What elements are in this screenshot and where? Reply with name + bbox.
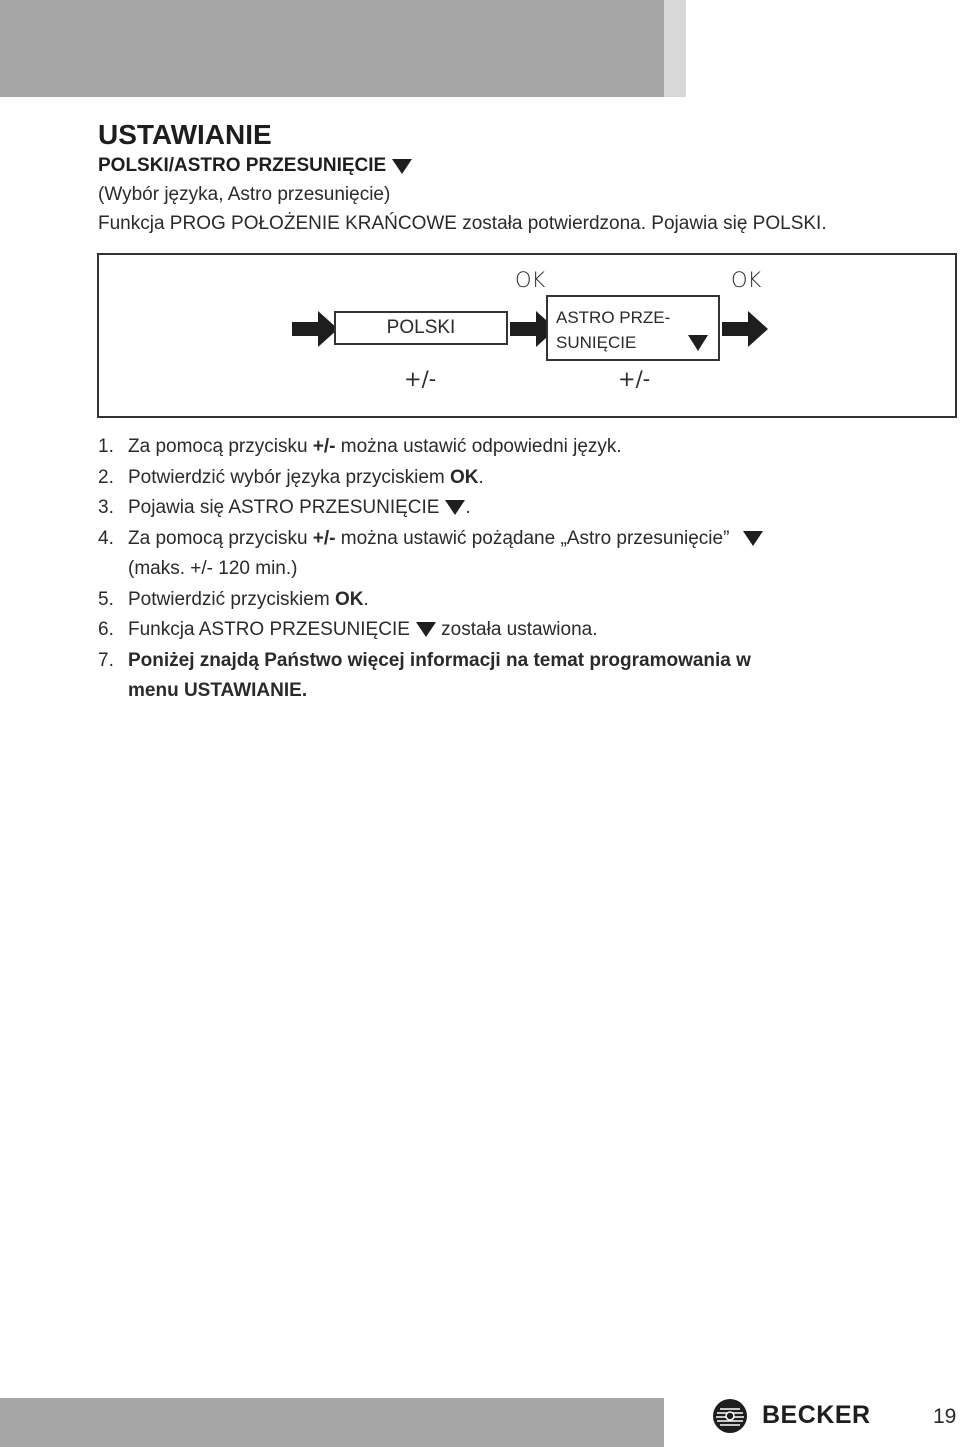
down-triangle-icon (445, 500, 465, 515)
list-item: 2. Potwierdzić wybór języka przyciskiem OK. (98, 466, 484, 488)
intro-line-1: (Wybór języka, Astro przesunięcie) (98, 184, 391, 205)
down-triangle-icon (416, 622, 436, 637)
polski-box (334, 311, 508, 345)
header-band (0, 0, 664, 97)
astro-box-line-2: SUNIĘCIE (556, 333, 637, 352)
arrow-right-icon (722, 311, 768, 347)
ok-label: OK (731, 268, 762, 292)
brand-name: BECKER (762, 1401, 871, 1429)
polski-box-label: POLSKI (386, 317, 456, 338)
subtitle (98, 152, 960, 180)
list-item: 7. Poniżej znajdą Państwo więcej informacji na temat programowania w menu USTAWIANIE. (98, 649, 751, 701)
down-triangle-icon (688, 335, 708, 351)
list-item: 6. Funkcja ASTRO PRZESUNIĘCIE została ustawiona. (98, 619, 598, 640)
down-triangle-icon (743, 531, 763, 546)
flow-diagram (97, 253, 957, 418)
list-item: 1. Za pomocą przycisku +/- można ustawić odpowiedni język. (98, 436, 622, 457)
plus-minus-label: +/- (404, 367, 437, 391)
page-number: 19 (933, 1405, 957, 1428)
down-triangle-icon (392, 159, 412, 174)
astro-box (546, 295, 720, 361)
plus-minus-label: +/- (618, 367, 651, 391)
header-band-accent (664, 0, 686, 97)
list-item: 4. Za pomocą przycisku +/- można ustawić pożądane „Astro przesunięcie” (maks. +/- 120 min.) (98, 524, 960, 585)
list-item: 3. Pojawia się ASTRO PRZESUNIĘCIE . (98, 497, 471, 518)
list-item: 5. Potwierdzić przyciskiem OK. (98, 588, 369, 610)
section-header (98, 118, 960, 238)
footer-band (0, 1398, 664, 1447)
ok-label: OK (515, 268, 546, 292)
arrow-right-icon (292, 311, 338, 347)
section-title: USTAWIANIE (98, 119, 272, 150)
becker-logo-icon (712, 1398, 748, 1434)
steps-list (98, 432, 960, 707)
astro-box-line-1: ASTRO PRZE- (556, 308, 671, 327)
intro-line-2: Funkcja PROG POŁOŻENIE KRAŃCOWE została potwierdzona. Pojawia się POLSKI. (98, 213, 827, 234)
subtitle-text: POLSKI/ASTRO PRZESUNIĘCIE (98, 155, 387, 176)
